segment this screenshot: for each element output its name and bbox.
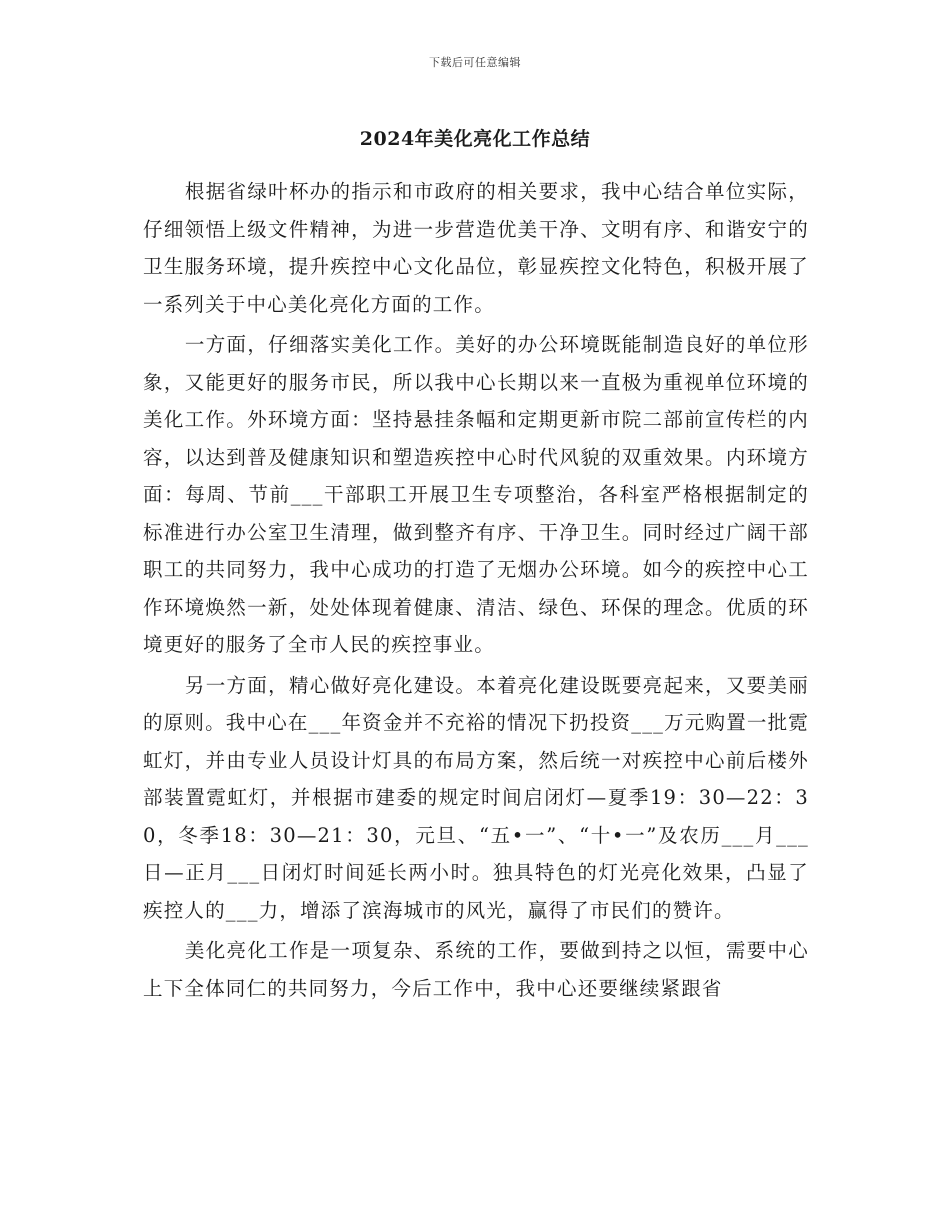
paragraph-conclusion: 美化亮化工作是一项复杂、系统的工作，要做到持之以恒，需要中心上下全体同仁的共同努力，今后工作中，我中心还要继续紧跟省 — [143, 939, 809, 1000]
paragraph-lighting: 另一方面，精心做好亮化建设。本着亮化建设既要亮起来，又要美丽的原则。我中心在___年资金并不充裕的情况下扔投资___万元购置一批霓虹灯，并由专业人员设计灯具的布局方案，然后统一对疾控中心前后楼外部装置霓虹灯，并根据市建委的规定时间启闭灯—夏季19：30—22：30，冬季18：30—21：30，元旦、“五•一”、“十•一”及农历___月___日—正月___日闭灯时间延长两小时。独具特色的灯光亮化效果，凸显了疾控人的___力，增添了滨海城市的风光，赢得了市民们的赞许。 — [143, 673, 810, 922]
document-title: 2024年美化亮化工作总结 — [359, 128, 591, 150]
document-body — [143, 173, 809, 1010]
paragraph-intro: 根据省绿叶杯办的指示和市政府的相关要求，我中心结合单位实际，仔细领悟上级文件精神，为进一步营造优美干净、文明有序、和谐安宁的卫生服务环境，提升疾控中心文化品位，彰显疾控文化特色，积极开展了一系列关于中心美化亮化方面的工作。 — [143, 180, 809, 316]
paragraph-beautification: 一方面，仔细落实美化工作。美好的办公环境既能制造良好的单位形象，又能更好的服务市民，所以我中心长期以来一直极为重视单位环境的美化工作。外环境方面：坚持悬挂条幅和定期更新市院二部前宣传栏的内容，以达到普及健康知识和塑造疾控中心时代风貌的双重效果。内环境方面：每周、节前___干部职工开展卫生专项整治，各科室严格根据制定的标准进行办公室卫生清理，做到整齐有序、干净卫生。同时经过广阔干部职工的共同努力，我中心成功的打造了无烟办公环境。如今的疾控中心工作环境焕然一新，处处体现着健康、清洁、绿色、环保的理念。优质的环境更好的服务了全市人民的疾控事业。 — [143, 333, 809, 656]
header-note: 下载后可任意编辑 — [429, 56, 521, 69]
